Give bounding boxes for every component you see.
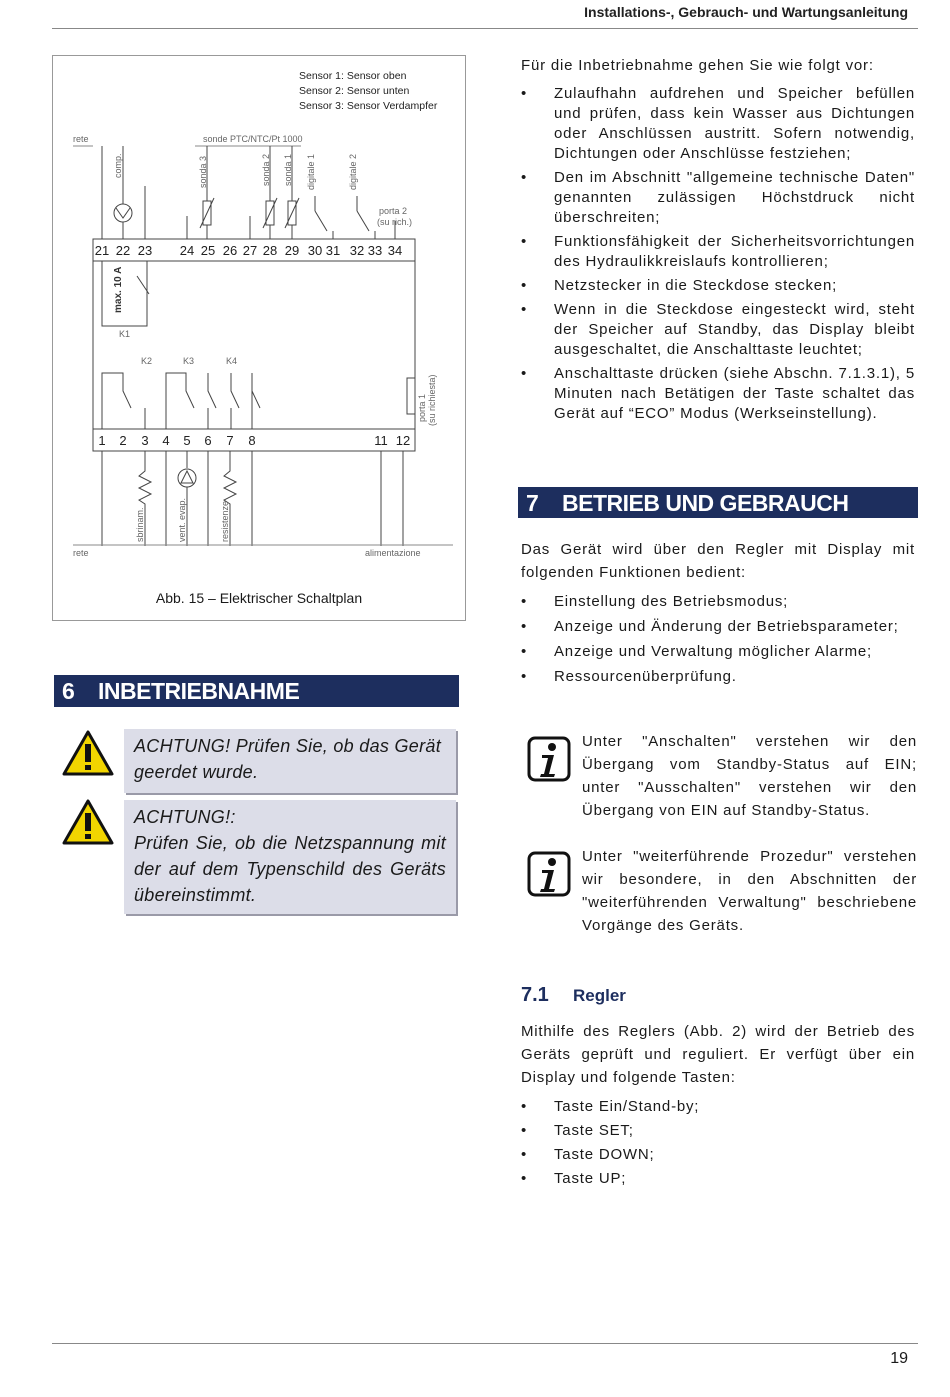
label-comp: comp. bbox=[113, 153, 123, 178]
terminal-top-32: 32 bbox=[349, 243, 365, 258]
section-7-body bbox=[521, 538, 915, 690]
terminal-bottom-7: 7 bbox=[226, 433, 234, 448]
warning-triangle-icon bbox=[62, 798, 114, 846]
list-item: • Taste Ein/Stand-by; bbox=[521, 1095, 915, 1118]
section-7-1-body bbox=[521, 1020, 915, 1191]
section-7-1-title: Regler bbox=[573, 986, 626, 1005]
info-note-anschalten-text: Unter "Anschalten" verstehen wir den Übergang vom Standby-Status auf EIN; unter "Ausschalten" verstehen wir den Übergang von EIN auf Standby-Status. bbox=[582, 733, 917, 819]
list-item: • Funktionsfähigkeit der Sicherheitsvorrichtungen des Hydraulikkreislaufs kontrollieren; bbox=[521, 232, 915, 272]
list-item: • Wenn in die Steckdose eingesteckt wird, steht der Speicher auf Standby, das Display bleibt ausgeschaltet, die Anschalttaste leuchtet; bbox=[521, 300, 915, 360]
commissioning-steps bbox=[521, 56, 915, 428]
section-7-1-intro: Mithilfe des Reglers (Abb. 2) wird der Betrieb des Geräts geprüft und reguliert. Er verfügt über ein Display und folgende Tasten: bbox=[521, 1023, 915, 1086]
section-6-number: 6 bbox=[62, 678, 75, 704]
label-k3: K3 bbox=[183, 356, 195, 366]
section-7-heading bbox=[518, 487, 918, 518]
label-porta2: porta 2 bbox=[379, 206, 408, 216]
list-item: • Zulaufhahn aufdrehen und Speicher befüllen und prüfen, dass kein Wasser aus Dichtungen oder Anschlüssen austritt. Sofern notwendig, Dichtungen oder Anschlüsse festziehen; bbox=[521, 84, 915, 164]
section-6-heading bbox=[54, 675, 459, 707]
warning-box-voltage bbox=[124, 800, 456, 914]
list-item: • Taste DOWN; bbox=[521, 1143, 915, 1166]
terminal-top-22: 22 bbox=[115, 243, 131, 258]
header-rule bbox=[52, 28, 918, 29]
warning-voltage-title: ACHTUNG!: bbox=[134, 807, 236, 827]
terminal-bottom-3: 3 bbox=[141, 433, 149, 448]
terminal-top-26: 26 bbox=[222, 243, 238, 258]
terminal-top-33: 33 bbox=[367, 243, 383, 258]
label-k2: K2 bbox=[141, 356, 153, 366]
keys-list bbox=[521, 1095, 915, 1190]
label-k4: K4 bbox=[226, 356, 238, 366]
list-item: • Taste UP; bbox=[521, 1167, 915, 1190]
terminal-top-28: 28 bbox=[262, 243, 278, 258]
label-sonda3: sonda 3 bbox=[198, 155, 208, 188]
document-header-title: Installations-, Gebrauch- und Wartungsanleitung bbox=[584, 4, 908, 20]
list-item: • Taste SET; bbox=[521, 1119, 915, 1142]
steps-intro: Für die Inbetriebnahme gehen Sie wie folgt vor: bbox=[521, 57, 874, 74]
section-7-title: BETRIEB UND GEBRAUCH bbox=[562, 490, 849, 516]
figure-caption: Abb. 15 – Elektrischer Schaltplan bbox=[155, 590, 363, 606]
terminal-bottom-11: 11 bbox=[374, 433, 388, 448]
legend-sensor2: Sensor 2: Sensor unten bbox=[299, 85, 410, 97]
label-sonda1: sonda 1 bbox=[283, 153, 293, 186]
terminal-bottom-2: 2 bbox=[119, 433, 127, 448]
list-item: • Anzeige und Verwaltung möglicher Alarme; bbox=[521, 640, 915, 663]
label-digitale1: digitale 1 bbox=[306, 153, 316, 190]
list-item: • Anschalttaste drücken (siehe Abschn. 7.1.3.1), 5 Minuten nach Betätigen der Taste schaltet das Gerät auf “ECO” Modus (Werkseinstellung). bbox=[521, 364, 915, 424]
section-7-intro: Das Gerät wird über den Regler mit Display mit folgenden Funktionen bedient: bbox=[521, 541, 915, 581]
terminal-bottom-8: 8 bbox=[248, 433, 256, 448]
label-porta1: porta 1 bbox=[417, 393, 427, 422]
terminal-top-34: 34 bbox=[387, 243, 403, 258]
wiring-diagram-figure bbox=[52, 55, 466, 621]
label-vent-evap: vent. evap. bbox=[177, 497, 187, 542]
label-porta2-sub: (su rich.) bbox=[377, 217, 413, 227]
section-7-1-number: 7.1 bbox=[521, 984, 549, 1006]
info-note-prozedur-text: Unter "weiterführende Prozedur" verstehen wir besondere, in den Abschnitten der "weiterführenden Verwaltung" beschriebene Vorgänge des Geräts. bbox=[582, 848, 917, 934]
section-7-number: 7 bbox=[526, 490, 539, 516]
terminal-bottom-5: 5 bbox=[183, 433, 191, 448]
label-sbrinam: sbrinam. bbox=[135, 507, 145, 542]
terminal-top-23: 23 bbox=[137, 243, 153, 258]
section-6-title: INBETRIEBNAHME bbox=[98, 678, 300, 704]
terminal-top-27: 27 bbox=[242, 243, 258, 258]
wiring-diagram bbox=[53, 56, 467, 622]
label-digitale2: digitale 2 bbox=[348, 153, 358, 190]
page-number: 19 bbox=[890, 1350, 908, 1367]
label-sonde: sonde PTC/NTC/Pt 1000 bbox=[203, 134, 303, 144]
terminal-bottom-1: 1 bbox=[98, 433, 106, 448]
label-alimentazione: alimentazione bbox=[365, 548, 421, 558]
list-item: • Ressourcenüberprüfung. bbox=[521, 665, 915, 688]
label-rete-bottom: rete bbox=[73, 548, 89, 558]
terminal-top-29: 29 bbox=[284, 243, 300, 258]
list-item: • Anzeige und Änderung der Betriebsparameter; bbox=[521, 615, 915, 638]
section-7-1-heading bbox=[521, 984, 626, 1007]
legend-sensor1: Sensor 1: Sensor oben bbox=[299, 70, 407, 82]
functions-list bbox=[521, 590, 915, 688]
terminal-bottom-4: 4 bbox=[162, 433, 170, 448]
steps-list bbox=[521, 84, 915, 424]
terminal-top-25: 25 bbox=[200, 243, 216, 258]
warning-box-grounding bbox=[124, 729, 456, 793]
terminal-top-24: 24 bbox=[179, 243, 195, 258]
label-max-current: max. 10 A bbox=[113, 266, 124, 313]
info-icon bbox=[527, 736, 571, 782]
warning-grounding-text: ACHTUNG! Prüfen Sie, ob das Gerät geerdet wurde. bbox=[134, 736, 442, 782]
terminal-bottom-6: 6 bbox=[204, 433, 212, 448]
terminal-top-21: 21 bbox=[94, 243, 110, 258]
footer-rule bbox=[52, 1343, 918, 1344]
terminal-bottom-12: 12 bbox=[395, 433, 411, 448]
label-sonda2: sonda 2 bbox=[261, 153, 271, 186]
terminal-top-30: 30 bbox=[307, 243, 323, 258]
list-item: • Den im Abschnitt "allgemeine technische Daten" genannten zulässigen Höchstdruck nicht überschreiten; bbox=[521, 168, 915, 228]
list-item: • Einstellung des Betriebsmodus; bbox=[521, 590, 915, 613]
info-icon bbox=[527, 851, 571, 897]
label-k1: K1 bbox=[119, 329, 131, 339]
terminal-top-31: 31 bbox=[325, 243, 341, 258]
label-porta1-sub: (su richiesta) bbox=[427, 374, 437, 426]
label-resistenze: resistenze bbox=[220, 500, 230, 542]
label-rete-top: rete bbox=[73, 134, 89, 144]
legend-sensor3: Sensor 3: Sensor Verdampfer bbox=[299, 100, 438, 112]
warning-voltage-body: Prüfen Sie, ob die Netzspannung mit der auf dem Typenschild des Geräts übereinstimmt. bbox=[134, 833, 446, 905]
list-item: • Netzstecker in die Steckdose stecken; bbox=[521, 276, 915, 296]
warning-triangle-icon bbox=[62, 729, 114, 777]
